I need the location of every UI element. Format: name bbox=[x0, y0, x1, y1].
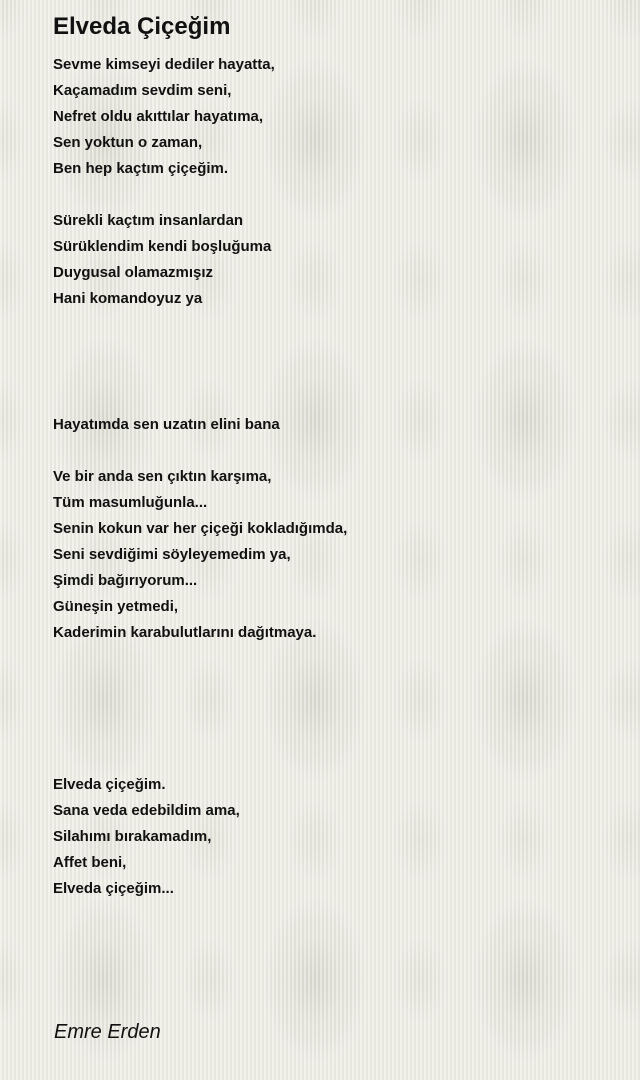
poem-line: Senin kokun var her çiçeği kokladığımda, bbox=[53, 520, 348, 537]
poem-line: Sürüklendim kendi boşluğuma bbox=[53, 238, 272, 255]
poem-line: Güneşin yetmedi, bbox=[53, 598, 179, 615]
poem-line: Ben hep kaçtım çiçeğim. bbox=[53, 160, 229, 177]
poem-line: Silahımı bırakamadım, bbox=[53, 828, 212, 845]
poem-line: Tüm masumluğunla... bbox=[53, 494, 208, 511]
poem-line: Hayatımda sen uzatın elini bana bbox=[53, 416, 280, 433]
poem-line: Sevme kimseyi dediler hayatta, bbox=[53, 56, 275, 73]
poem-line: Affet beni, bbox=[53, 854, 127, 871]
poem-line: Şimdi bağırıyorum... bbox=[53, 572, 198, 589]
poem-line: Elveda çiçeğim... bbox=[53, 880, 174, 897]
poem-line: Kaderimin karabulutlarını dağıtmaya. bbox=[53, 624, 317, 641]
poem-line: Kaçamadım sevdim seni, bbox=[53, 82, 232, 99]
poem-line: Ve bir anda sen çıktın karşıma, bbox=[53, 468, 272, 485]
poem-line: Sürekli kaçtım insanlardan bbox=[53, 212, 244, 229]
poem-title: Elveda Çiçeğim bbox=[53, 13, 231, 40]
poem-line: Nefret oldu akıttılar hayatıma, bbox=[53, 108, 264, 125]
poem-line: Duygusal olamazmışız bbox=[53, 264, 214, 281]
poem-line: Seni sevdiğimi söyleyemedim ya, bbox=[53, 546, 291, 563]
poem-line: Elveda çiçeğim. bbox=[53, 776, 166, 793]
poem-line: Sana veda edebildim ama, bbox=[53, 802, 240, 819]
poem-line: Hani komandoyuz ya bbox=[53, 290, 203, 307]
poem-author: Emre Erden bbox=[54, 1021, 161, 1043]
poem-line: Sen yoktun o zaman, bbox=[53, 134, 203, 151]
